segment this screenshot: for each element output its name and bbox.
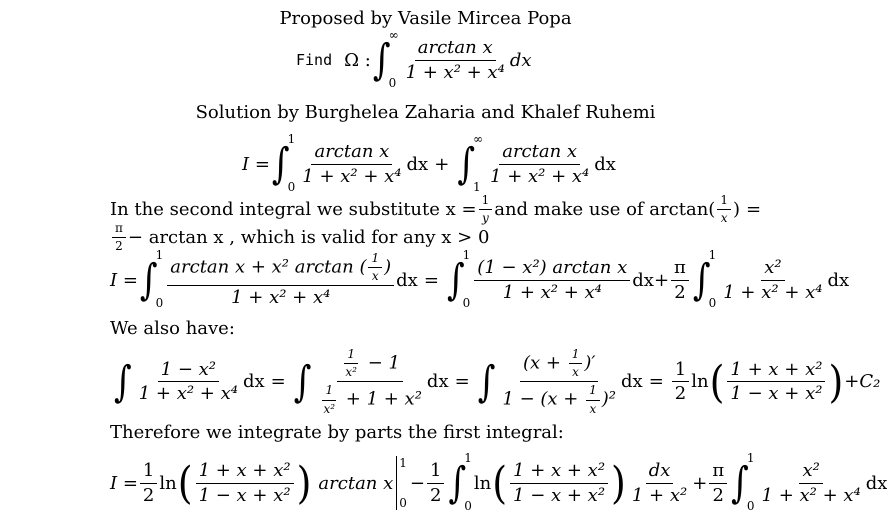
substitution-paragraph-line2: $\frac{\pi}{2}$ − arctan x , which is valid for any x > 0 (110, 216, 489, 253)
solution-by-line (0, 102, 851, 123)
proposed-by-text: Proposed by Vasile Mircea Popa (279, 8, 572, 29)
omega-symbol: Ω : (344, 49, 371, 71)
substitution-paragraph-line1: In the second integral we substitute x = $\frac{1}{y}$ and make use of arctan ( $\frac{1}{x}$ ) = (110, 193, 762, 226)
solution-by-text: Solution by Burghelea Zaharia and Khalef Ruhemi (195, 102, 656, 123)
split-integral-equation: I = ∫ 1 0 $\frac{\text{arctan x}}{\text{1 + x² + x⁴}}$ dx + ∫ ∞ 1 $\frac{\text{arctan x}}{\text{1 + x² + x⁴}}$ dx (242, 132, 616, 194)
dx-term: dx (509, 49, 532, 71)
therefore-line: Therefore we integrate by parts the first integral: (110, 422, 564, 443)
integral-sign: ∫ ∞ 0 (372, 28, 399, 90)
find-label: Find (296, 51, 333, 69)
antiderivative-equation: ∫ $\frac{\text{1 − x²}}{\text{1 + x² + x⁴}}$ dx = ∫ $\frac{1}{\text{x²}}$ − 1 $\frac{1}{\text{x²}}$ + 1 + x² dx = ∫ (x + $\frac{1}{x}$ )′ 1 − (x + $\frac{1}{x}$ )² dx = $\frac{1}{2}$ ln ( $\frac{\text{1 + x + x²}}{\text{1 − x + x²}}$ ) +C₂ (114, 347, 881, 416)
proposed-by-line (0, 8, 851, 29)
combined-integral-equation: I = ∫ 1 0 arctan x + x² arctan ( $\frac{1}{x}$ ) 1 + x² + x⁴ dx = ∫ 1 0 $\frac{\text{(1 − x²) arctan x}}{\text{1 + x² + x⁴}}$ dx + $\frac{\pi}{2}$ ∫ 1 0 $\frac{\text{x²}}{\text{1 + x² + x⁴}}$ dx (110, 248, 850, 311)
also-have-line: We also have: (110, 318, 235, 339)
find-omega-equation (296, 28, 532, 90)
integrand-fraction: $\frac{\text{arctan x}}{\text{1 + x² + x⁴}}$ (405, 36, 505, 83)
integration-by-parts-equation: I = $\frac{1}{2}$ ln ( $\frac{\text{1 + x + x²}}{\text{1 − x + x²}}$ ) arctan x 1 0 − $\frac{1}{2}$ ∫ 1 0 ln ( $\frac{\text{1 + x + x²}}{\text{1 − x + x²}}$ ) $\frac{dx}{\text{1 + x²}}$ + $\frac{\pi}{2}$ ∫ 1 0 $\frac{\text{x²}}{\text{1 + x² + x⁴}}$ dx (110, 451, 887, 513)
